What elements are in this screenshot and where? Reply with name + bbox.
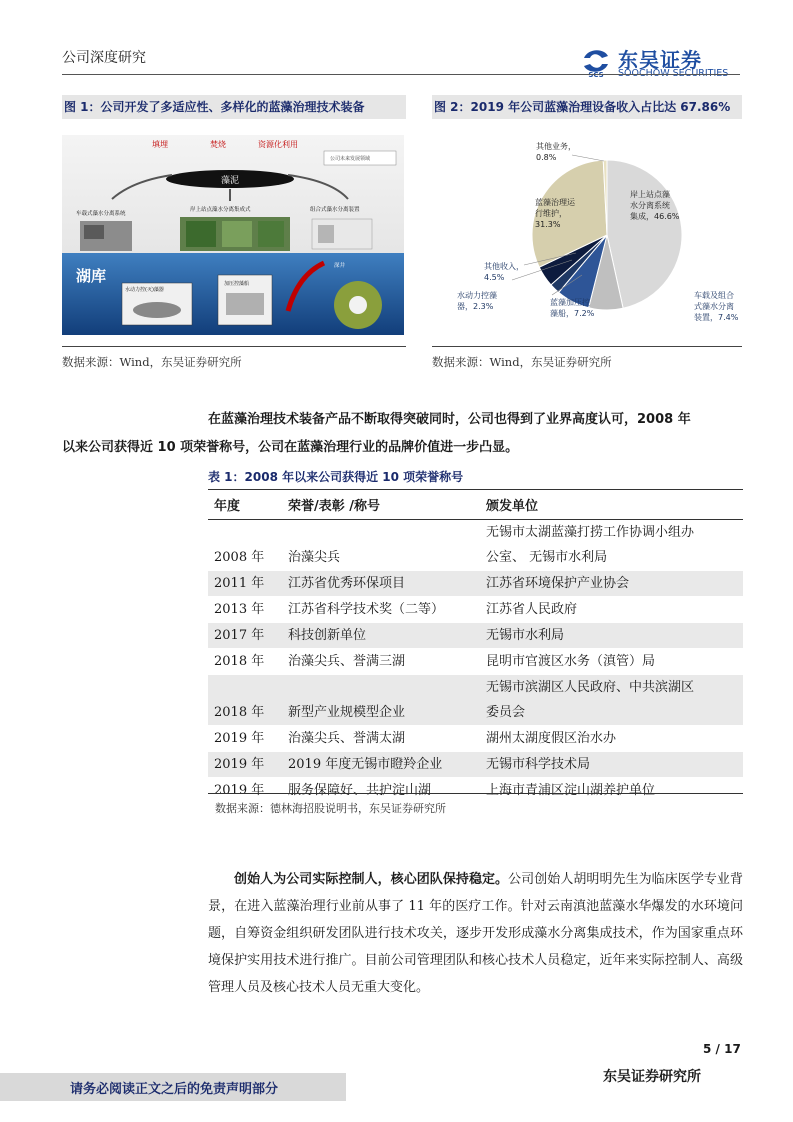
table-row (208, 622, 743, 648)
cell-year: 2019 年 (208, 777, 282, 803)
cell-honor: 治藻尖兵、誉满三湖 (282, 648, 480, 674)
cell-issuer-line1: 无锡市滨湖区人民政府、中共滨湖区 (486, 679, 695, 695)
founder-paragraph (208, 866, 743, 1001)
honors-table (208, 491, 743, 804)
disclaimer-notice: 请务必阅读正文之后的免责声明部分 (70, 1082, 279, 1097)
figure2-source: 数据来源：Wind，东吴证券研究所 (432, 355, 612, 369)
table1-source: 数据来源：德林海招股说明书，东吴证券研究所 (215, 802, 446, 815)
cell-issuer: 无锡市水利局 (480, 622, 743, 648)
incineration-label: 焚烧 (210, 140, 226, 149)
cell-issuer-line2: 公室、 无锡市水利局 (486, 549, 608, 565)
pressure-boat-label: 加压控藻船 (224, 281, 250, 287)
figure1-caption: 图 1：公司开发了多适应性、多样化的蓝藻治理技术装备 (62, 95, 406, 119)
figure2-bottom-rule (432, 346, 742, 347)
logo-mark-text: SCS (588, 71, 604, 79)
cell-year: 2017 年 (208, 622, 282, 648)
table-row (208, 751, 743, 777)
cell-honor: 2019 年度无锡市瞪羚企业 (282, 751, 480, 777)
shore-system-label: 岸上站点藻水分离集成式 (190, 207, 251, 213)
sludge-label: 藻泥 (220, 176, 240, 186)
pie-slice-label: 蓝藻加压控藻船，7.2% (550, 298, 595, 318)
pie-slice-label: 其他收入， 4.5% (484, 262, 524, 282)
founder-paragraph-lead: 创始人为公司实际控制人，核心团队保持稳定。 (234, 872, 509, 887)
table-header-row (208, 491, 743, 519)
founder-paragraph-body: 公司创始人胡明明先生为临床医学专业背景，在进入蓝藻治理行业前从事了 11 年的医疗工作。针对云南滇池蓝藻水华爆发的水环境问题，自筹资金组织研发团队进行技术攻关，逐步开发形成藻水分离集成技术，作为国家重点环境保护实用技术进行推广。目前公司管理团队和核心技术人员稳定，近年来实际控制人、高级管理人员及核心技术人员无重大变化。 (208, 872, 743, 995)
table-top-rule (208, 489, 743, 490)
col-year-header: 年度 (208, 491, 282, 519)
footer-organization: 东吴证券研究所 (603, 1069, 701, 1085)
future-field-label: 公司未来发展领域 (330, 156, 371, 162)
table-row (208, 648, 743, 674)
figure1-illustration (62, 135, 404, 335)
honors-paragraph-line1: 在蓝藻治理技术装备产品不断取得突破同时，公司也得到了业界高度认可，2008 年 (208, 412, 691, 427)
cell-honor: 江苏省科学技术奖（二等） (282, 596, 480, 622)
cell-honor: 江苏省优秀环保项目 (282, 570, 480, 596)
cell-year: 2011 年 (208, 570, 282, 596)
vehicle-system-label: 车载式藻水分离系统 (76, 211, 126, 217)
cell-honor: 服务保障好、共护淀山湖 (282, 777, 480, 803)
cell-honor: 科技创新单位 (282, 622, 480, 648)
cell-year: 2013 年 (208, 596, 282, 622)
cell-issuer: 上海市青浦区淀山湖养护单位 (480, 777, 743, 803)
report-type: 公司深度研究 (62, 50, 146, 66)
cell-issuer: 江苏省环境保护产业协会 (480, 570, 743, 596)
cell-issuer: 无锡市科学技术局 (480, 751, 743, 777)
table1-caption: 表 1：2008 年以来公司获得近 10 项荣誉称号 (208, 470, 464, 484)
pie-slice-label: 车载及组合式藻水分离装置，7.4% (694, 291, 739, 322)
cell-issuer-line2: 委员会 (486, 704, 526, 720)
cell-year: 2018 年 (208, 674, 282, 725)
table-row (208, 596, 743, 622)
logo-name: 东吴证券 (618, 48, 702, 72)
honors-paragraph-line2: 以来公司获得近 10 项荣誉称号，公司在蓝藻治理行业的品牌价值进一步凸显。 (62, 440, 519, 455)
logo-english: SOOCHOW SECURITIES (618, 68, 729, 79)
figure1-bottom-rule (62, 346, 406, 347)
lake-label: 湖库 (76, 267, 107, 285)
cell-year: 2019 年 (208, 751, 282, 777)
deep-well-label: 深井 (334, 263, 346, 269)
cell-honor: 新型产业规模型企业 (282, 674, 480, 725)
pie-slice-label: 其他业务， 0.8% (536, 142, 576, 162)
cell-honor: 治藻尖兵、誉满太湖 (282, 725, 480, 751)
honors-paragraph (62, 406, 743, 462)
cell-issuer: 昆明市官渡区水务（滇管）局 (480, 648, 743, 674)
page-number: 5 / 17 (703, 1042, 741, 1056)
pie-slice-label: 岸上站点藻水分离系统集成，46.6% (630, 190, 680, 221)
landfill-label: 填埋 (152, 140, 168, 149)
cell-issuer-line1: 无锡市太湖蓝藻打捞工作协调小组办 (486, 524, 695, 540)
cell-honor: 治藻尖兵 (282, 519, 480, 570)
table-bottom-rule (208, 793, 743, 794)
cell-year: 2019 年 (208, 725, 282, 751)
pie-slice-label: 水动力控藻器，2.3% (457, 291, 497, 311)
table-row (208, 519, 743, 570)
pie-slice-label: 蓝藻治理运行维护， 31.3% (535, 198, 575, 229)
pie-leader-line (572, 155, 604, 161)
resource-use-label: 资源化利用 (258, 140, 298, 149)
figure2-caption: 图 2：2019 年公司蓝藻治理设备收入占比达 67.86% (432, 95, 742, 119)
table-row (208, 725, 743, 751)
revenue-pie-chart (432, 135, 742, 335)
combined-device-label: 组合式藻水分离装置 (310, 207, 360, 213)
cell-issuer: 江苏省人民政府 (480, 596, 743, 622)
table-row (208, 570, 743, 596)
header-divider (62, 74, 740, 75)
cell-issuer: 湖州太湖度假区治水办 (480, 725, 743, 751)
cell-issuer (480, 519, 743, 570)
table-row (208, 674, 743, 725)
hydro-device-label: 水动力控(灭)藻器 (125, 287, 164, 293)
col-issuer-header: 颁发单位 (480, 491, 743, 519)
cell-issuer (480, 674, 743, 725)
cell-year: 2018 年 (208, 648, 282, 674)
cell-year: 2008 年 (208, 519, 282, 570)
figure1-source: 数据来源：Wind，东吴证券研究所 (62, 355, 242, 369)
col-honor-header: 荣誉/表彰 /称号 (282, 491, 480, 519)
